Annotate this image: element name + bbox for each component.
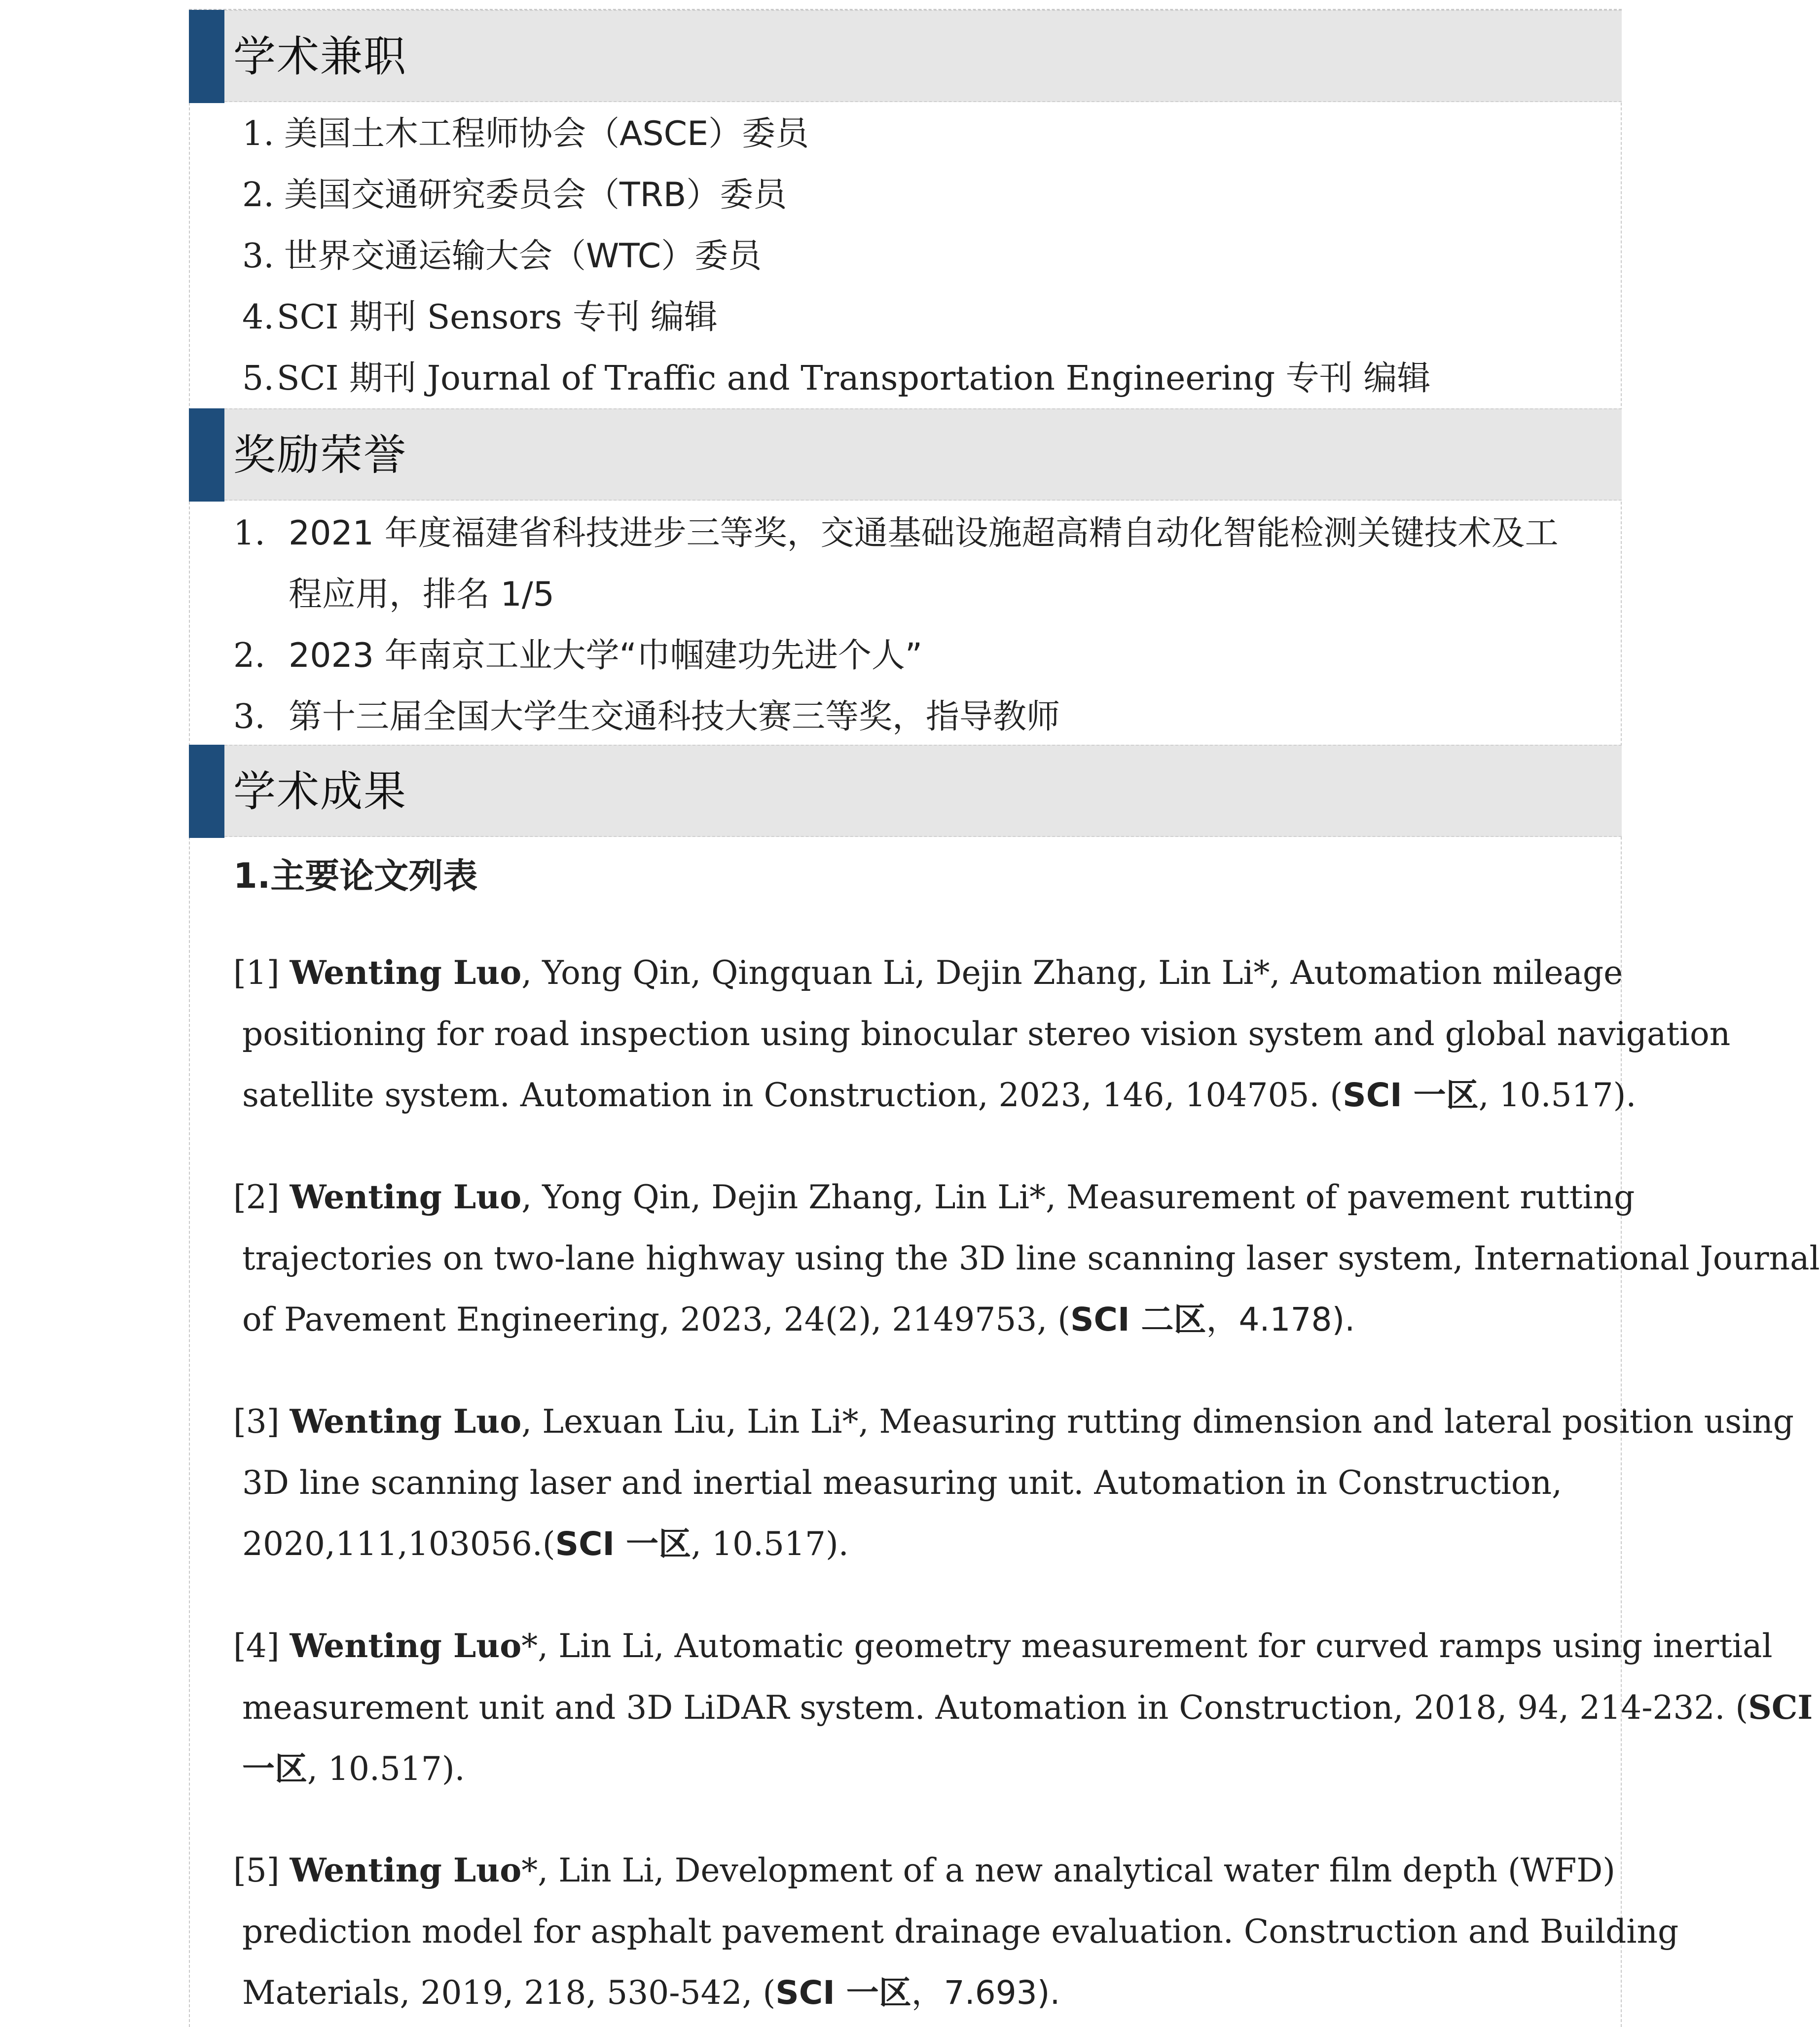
list-item-continuation: 程应用，排名 1/5 <box>289 575 555 614</box>
section-title-awards: 奖励荣誉 <box>233 431 407 480</box>
section-marker <box>189 10 224 103</box>
paper-label: [2] <box>233 1178 280 1216</box>
section-marker <box>189 408 224 502</box>
section-header-awards <box>190 408 1622 501</box>
paper-entry: [4] Wenting Luo*, Lin Li, Automatic geometry measurement for curved ramps using inertial measurement unit and 3D LiDAR system. Automation in Construction, 2018, 94, 214-232. (SCI 一区, 10.517). <box>233 1627 1813 1788</box>
list-item: 2. 美国交通研究委员会（TRB）委员 <box>242 176 787 215</box>
section-header-academic <box>190 10 1622 102</box>
paper-entry: [3] Wenting Luo, Lexuan Liu, Lin Li*, Measuring rutting dimension and lateral position using 3D line scanning laser and inertial measuring unit. Automation in Construction, 2020,111,103056.(SCI 一区, 10.517). <box>233 1402 1794 1563</box>
section-title-academic: 学术兼职 <box>233 32 407 81</box>
paper-author-bold: Wenting Luo <box>290 953 522 992</box>
list-item-text: 2021 年度福建省科技进步三等奖，交通基础设施超高精自动化智能检测关键技术及工 <box>289 514 1559 553</box>
paper-label: [4] <box>233 1627 280 1665</box>
paper-label: [1] <box>233 954 280 992</box>
list-item-text: SCI 期刊 Journal of Traffic and Transportation Engineering 专刊 编辑 <box>277 359 1431 398</box>
section-header-achievements <box>190 745 1622 837</box>
list-item: 4.SCI 期刊 Sensors 专刊 编辑 <box>242 298 718 337</box>
list-item-text: 2023 年南京工业大学“巾帼建功先进个人” <box>289 636 923 675</box>
sci-rank-badge: SCI <box>1748 1688 1813 1727</box>
paper-entry: [1] Wenting Luo, Yong Qin, Qingquan Li, Dejin Zhang, Lin Li*, Automation mileage positioning for road inspection using binocular stereo vision system and global navigation satellite system. Automation in Construction, 2023, 146, 104705. (SCI 一区, 10.517). <box>233 953 1731 1114</box>
paper-author-bold: Wenting Luo <box>290 1178 522 1216</box>
list-item-text: 世界交通运输大会（WTC）委员 <box>284 237 762 276</box>
sci-rank-badge: SCI 二区 <box>1070 1301 1206 1339</box>
paper-author-bold: Wenting Luo <box>290 1402 522 1441</box>
list-item: 1. 2021 年度福建省科技进步三等奖，交通基础设施超高精自动化智能检测关键技术及工 <box>233 514 1559 553</box>
section-title-achievements: 学术成果 <box>233 767 407 816</box>
sci-rank-badge: SCI 一区 <box>1343 1076 1479 1114</box>
sci-rank-badge: SCI 一区 <box>555 1525 692 1563</box>
list-item: 5.SCI 期刊 Journal of Traffic and Transportation Engineering 专刊 编辑 <box>242 359 1431 398</box>
sci-rank-badge: 一区 <box>242 1750 307 1788</box>
paper-label: [3] <box>233 1403 280 1441</box>
profile-page <box>189 9 1820 2027</box>
paper-author-bold: Wenting Luo <box>290 1851 522 1889</box>
list-item: 3. 第十三届全国大学生交通科技大赛三等奖，指导教师 <box>233 697 1060 736</box>
paper-author-bold: Wenting Luo <box>290 1627 522 1665</box>
sci-rank-badge: SCI 一区 <box>775 1974 911 2012</box>
list-item: 2. 2023 年南京工业大学“巾帼建功先进个人” <box>233 636 923 675</box>
list-item-text: 第十三届全国大学生交通科技大赛三等奖，指导教师 <box>289 697 1060 736</box>
list-item: 3. 世界交通运输大会（WTC）委员 <box>242 237 762 276</box>
paper-entry: [5] Wenting Luo*, Lin Li, Development of a new analytical water film depth (WFD) prediction model for asphalt pavement drainage evaluation. Construction and Building Materials, 2019, 218, 530-542, (SCI 一区，7.693). <box>233 1851 1679 2012</box>
paper-label: [5] <box>233 1851 280 1889</box>
list-item-text: 美国土木工程师协会（ASCE）委员 <box>284 114 809 153</box>
paper-list-heading: 1.主要论文列表 <box>233 856 478 896</box>
section-marker <box>189 745 224 838</box>
list-item-text: 美国交通研究委员会（TRB）委员 <box>284 176 787 215</box>
paper-entry: [2] Wenting Luo, Yong Qin, Dejin Zhang, Lin Li*, Measurement of pavement rutting trajectories on two-lane highway using the 3D line scanning laser system, International Journal of Pavement Engineering, 2023, 24(2), 2149753, (SCI 二区，4.178). <box>233 1178 1820 1339</box>
list-item-text: SCI 期刊 Sensors 专刊 编辑 <box>277 298 718 337</box>
list-item: 1. 美国土木工程师协会（ASCE）委员 <box>242 114 809 153</box>
